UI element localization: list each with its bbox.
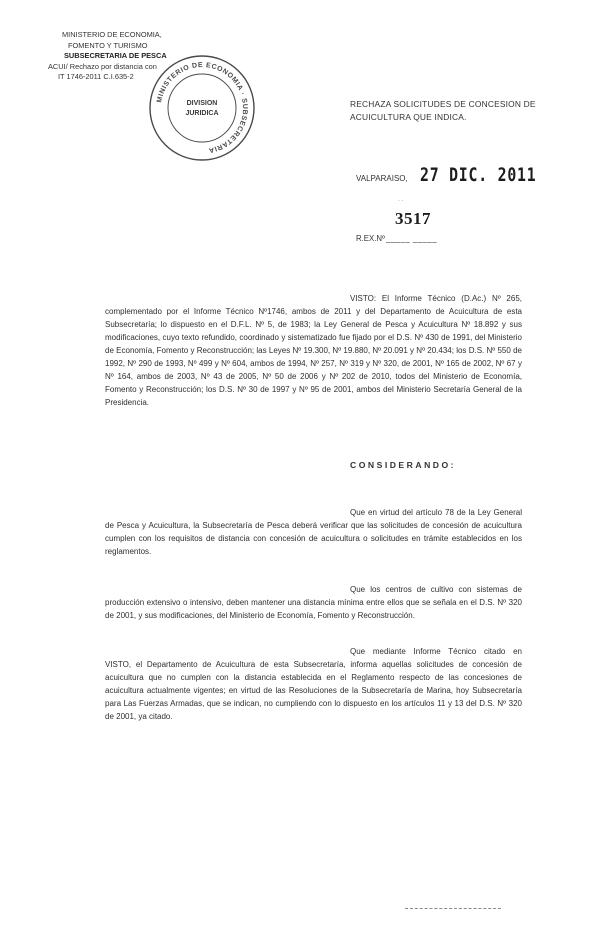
internal-reference-2: IT 1746-2011 C.I.635-2 [58,72,134,82]
resolution-label: R.EX.Nº [356,234,385,243]
considerando-paragraph-3: Que mediante Informe Técnico citado en VISTO, el Departamento de Acuicultura de esta Subsecretaría, informa aquellas solicitudes de concesión de acuicultura que no cumplen con la distancia establecida en el Reglamento respecto de las concesiones de acuicultura actualmente vigentes; en virtud de las Resoluciones de la Subsecretaría de Marina, hoy Subsecretaría para Las Fuerzas Armadas, que se indican, no cumpliendo con lo dispuesto en los artículos 11 y 13 del D.S. Nº 320 de 2001, ya citado. [105,647,522,721]
internal-reference-1: ACUI/ Rechazo por distancia con [48,61,157,71]
stamp-ring-text: MINISTERIO DE ECONOMIA · SUBSECRETARIA [156,61,249,154]
subsecretaria-name: SUBSECRETARIA DE PESCA [64,51,167,61]
considerando-paragraph-2: Que los centros de cultivo con sistemas de producción extensivo o intensivo, deben mantener una distancia mínima entre ellos que se señala en el D.S. Nº 320 de 2001, y sus modificaciones, del Ministerio de Economía, Fomento y Reconstrucción. [105,585,522,620]
place-label: VALPARAISO, [356,174,408,183]
stamp-center-line-1: DIVISION [186,100,218,107]
stamp-center-line-2: JURIDICA [185,110,219,117]
considerando-paragraph-1: Que en virtud del artículo 78 de la Ley General de Pesca y Acuicultura, la Subsecretaría de Pesca deberá verificar que las solicitudes de concesión de acuicultura cumplen con los requisitos de distancia con concesión de acuicultura o solicitudes en trámite establecidos en los reglamentos. [105,508,522,556]
tick-mark: · · [398,198,404,204]
resolution-blanks: _____ _____ [386,234,438,243]
ministry-line-2: FOMENTO Y TURISMO [68,40,148,50]
resolution-number: 3517 [395,209,431,228]
ministry-line-1: MINISTERIO DE ECONOMIA, [62,30,162,39]
date-stamp: 27 DIC. 2011 [420,164,537,186]
considerando-heading: CONSIDERANDO: [350,460,457,470]
division-juridica-stamp [146,52,258,164]
resolution-subject: RECHAZA SOLICITUDES DE CONCESION DE ACUICULTURA QUE INDICA. [350,99,536,122]
footer-rule [405,908,501,909]
stamp-seal-icon [146,52,258,164]
visto-paragraph: VISTO: El Informe Técnico (D.Ac.) Nº 265, complementado por el Informe Técnico Nº1746, ambos de 2011 y del Departamento de Acuicultura de esta Subsecretaría; lo dispuesto en el D.F.L. Nº 5, de 1983; la Ley General de Pesca y Acuicultura Nº 18.892 y sus modificaciones, cuyo texto refundido, coordinado y sistematizado fue fijado por el D.S. Nº 430 de 1991, del Ministerio de Economía, Fomento y Reconstrucción; las Leyes Nº 19.300, Nº 19.880, Nº 20.091 y Nº 20.434; los D.S. Nº 550 de 1992, Nº 290 de 1993, Nº 499 y Nº 604, ambos de 1994, Nº 257, Nº 319 y Nº 320, de 2001, Nº 165 de 2002, Nº 67 y Nº 164, ambos de 2003, Nº 43 de 2005, Nº 50 de 2006 y Nº 202 de 2010, todos del Ministerio de Economía, Fomento y Reconstrucción; los D.S. Nº 30 de 1997 y Nº 95 de 2001, ambos del Ministerio Secretaría General de la Presidencia. [105,294,522,407]
svg-text:MINISTERIO DE ECONOMIA · SUBSE [156,62,248,154]
